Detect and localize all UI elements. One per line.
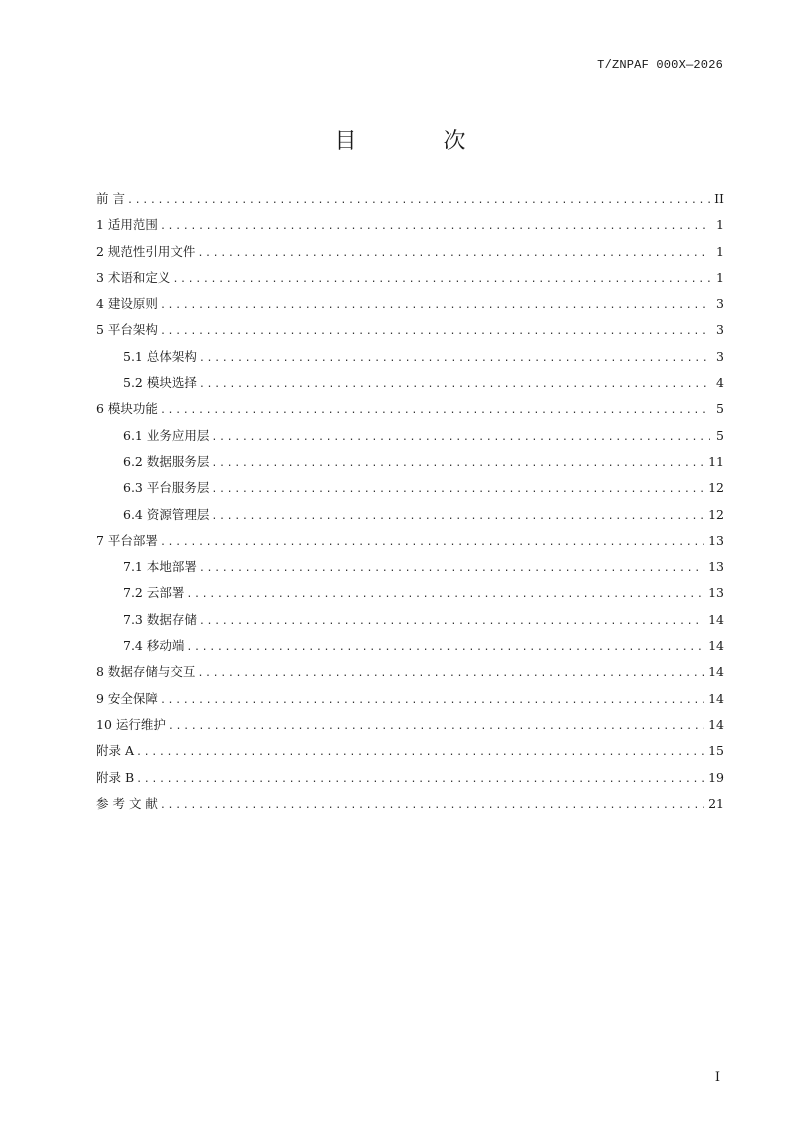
toc-dot-leader (186, 642, 704, 653)
toc-entry[interactable] (96, 452, 724, 478)
toc-entry-label: 7.1 本地部署 (123, 559, 197, 575)
toc-entry-page: 1 (716, 217, 724, 233)
toc-dot-leader (172, 274, 710, 285)
toc-entry[interactable] (96, 294, 724, 320)
toc-entry[interactable] (96, 636, 724, 662)
toc-entry-label: 5.1 总体架构 (123, 348, 197, 364)
toc-dot-leader (186, 589, 704, 600)
toc-dot-leader (160, 537, 704, 548)
toc-entry-page: 3 (716, 296, 724, 312)
toc-entry[interactable] (96, 320, 724, 346)
toc-entry-label: 8 数据存储与交互 (96, 664, 196, 680)
toc-entry-page: 4 (716, 375, 724, 391)
toc-dot-leader (160, 300, 710, 311)
toc-entry-page: 5 (716, 401, 724, 417)
toc-entry-label: 9 安全保障 (96, 690, 158, 706)
toc-dot-leader (136, 774, 704, 785)
toc-entry-page: 3 (716, 322, 724, 338)
toc-entry-label: 6.2 数据服务层 (123, 453, 210, 469)
toc-entry-page: 14 (708, 690, 724, 706)
toc-entry-page: 1 (716, 269, 724, 285)
toc-entry-page: 14 (708, 611, 724, 627)
document-code: T/ZNPAF 000X—2026 (597, 58, 723, 72)
toc-entry[interactable] (96, 268, 724, 294)
toc-entry[interactable] (96, 426, 724, 452)
toc-entry-page: 13 (708, 559, 724, 575)
toc-entry-label: 附录 B (96, 769, 135, 785)
page-number: I (714, 1070, 720, 1085)
toc-entry[interactable] (96, 531, 724, 557)
toc-entry-label: 附录 A (96, 743, 135, 759)
toc-entry-page: 13 (708, 585, 724, 601)
toc-entry-label: 10 运行维护 (96, 716, 166, 732)
toc-dot-leader (199, 353, 710, 364)
toc-entry[interactable] (96, 768, 724, 794)
toc-entry-page: 21 (708, 795, 724, 811)
toc-entry[interactable] (96, 215, 724, 241)
toc-entry-label: 7.2 云部署 (123, 585, 185, 601)
toc-title: 目 次 (334, 129, 506, 154)
toc-entry[interactable] (96, 689, 724, 715)
toc-dot-leader (199, 616, 704, 627)
toc-entry-label: 3 术语和定义 (96, 269, 171, 285)
toc-entry-label: 参 考 文 献 (96, 795, 158, 811)
toc-entry-page: 14 (708, 664, 724, 680)
toc-entry[interactable] (96, 189, 724, 215)
toc-entry-label: 2 规范性引用文件 (96, 243, 196, 259)
toc-entry[interactable] (96, 583, 724, 609)
toc-entry-label: 6 模块功能 (96, 401, 158, 417)
toc-entry-label: 5.2 模块选择 (123, 375, 197, 391)
toc-entry-page: 12 (708, 506, 724, 522)
toc-dot-leader (197, 668, 704, 679)
toc-dot-leader (199, 563, 704, 574)
toc-entry[interactable] (96, 715, 724, 741)
toc-dot-leader (211, 484, 704, 495)
table-of-contents (96, 189, 724, 820)
toc-entry-label: 6.4 资源管理层 (123, 506, 210, 522)
toc-entry-page: 11 (708, 453, 724, 469)
toc-dot-leader (160, 695, 704, 706)
toc-dot-leader (168, 721, 704, 732)
toc-entry[interactable] (96, 794, 724, 820)
toc-entry-page: 13 (708, 532, 724, 548)
toc-entry[interactable] (96, 741, 724, 767)
toc-entry-label: 4 建设原则 (96, 296, 158, 312)
toc-entry[interactable] (96, 478, 724, 504)
toc-entry[interactable] (96, 557, 724, 583)
toc-entry-page: 3 (716, 348, 724, 364)
toc-entry-label: 7 平台部署 (96, 532, 158, 548)
toc-entry-page: 14 (708, 638, 724, 654)
toc-entry-label: 6.3 平台服务层 (123, 480, 210, 496)
toc-dot-leader (160, 221, 710, 232)
toc-entry-page: 14 (708, 716, 724, 732)
toc-dot-leader (211, 511, 704, 522)
toc-dot-leader (160, 405, 710, 416)
toc-entry[interactable] (96, 505, 724, 531)
toc-dot-leader (136, 747, 704, 758)
toc-entry[interactable] (96, 373, 724, 399)
toc-dot-leader (197, 248, 710, 259)
toc-entry[interactable] (96, 610, 724, 636)
toc-entry-label: 5 平台架构 (96, 322, 158, 338)
toc-entry[interactable] (96, 662, 724, 688)
toc-entry-label: 1 适用范围 (96, 217, 158, 233)
toc-entry-page: 15 (708, 743, 724, 759)
toc-dot-leader (160, 326, 710, 337)
toc-entry-page: 19 (708, 769, 724, 785)
toc-entry[interactable] (96, 347, 724, 373)
toc-entry-page: 12 (708, 480, 724, 496)
toc-entry-label: 7.4 移动端 (123, 638, 185, 654)
toc-dot-leader (127, 195, 710, 206)
toc-dot-leader (199, 379, 710, 390)
toc-dot-leader (160, 800, 704, 811)
toc-dot-leader (211, 458, 704, 469)
toc-entry-label: 6.1 业务应用层 (123, 427, 210, 443)
toc-entry[interactable] (96, 399, 724, 425)
toc-dot-leader (211, 432, 710, 443)
toc-entry-page: II (714, 191, 724, 206)
toc-entry-label: 前 言 (96, 191, 125, 206)
toc-entry-page: 5 (716, 427, 724, 443)
toc-entry[interactable] (96, 242, 724, 268)
toc-entry-label: 7.3 数据存储 (123, 611, 197, 627)
toc-entry-page: 1 (716, 243, 724, 259)
